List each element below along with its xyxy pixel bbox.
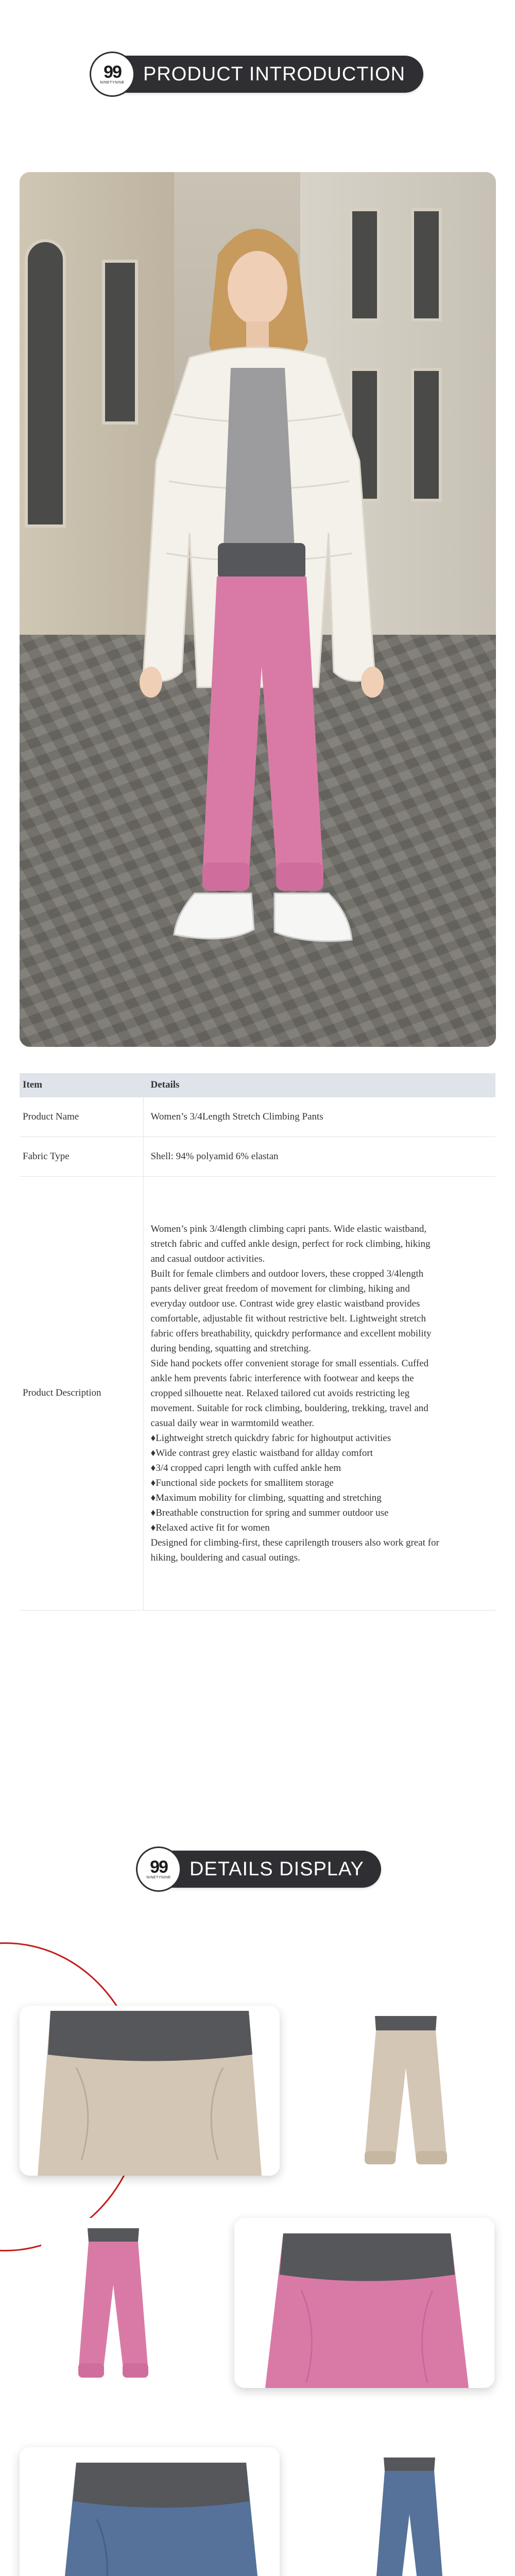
- brand-logo: 99 NINETYNINE: [136, 1846, 181, 1892]
- hero-model-photo: [20, 172, 496, 1047]
- section-title: DETAILS DISPLAY: [190, 1858, 364, 1880]
- section-title: PRODUCT INTRODUCTION: [143, 63, 406, 85]
- detail-beige-pants-full: [318, 2006, 493, 2176]
- product-description: Women’s pink 3/4length climbing capri pants. Wide elastic waistband, stretch fabric and cuffed ankle design, perfect for rock climbing, hiking and casual outdoor activities. Built for female climbers and outdoor lovers, these cropped 3/4length pants deliver great freedom of movement for climbing, hiking and everyday outdoor use. Contrast wide grey elastic waistband provides comfortable, adjustable fit without restrictive belt. Lightweight stretch fabric offers breathability, quickdry performance and excellent mobility during bending, squatting and stretching. Side hand pockets offer convenient storage for small essentials. Cuffed ankle hem prevents fabric interference with footwear and keeps the cropped silhouette neat. Relaxed tailored cut avoids restricting leg movement. Suitable for rock climbing, bouldering, trekking, travel and casual daily wear in warmtomild weather. ♦Lightweight stretch quickdry fabric for highoutput activities ♦Wide contrast grey elastic waistband for allday comfort ♦3/4 cropped capri length with cuffed ankle hem ♦Functional side pockets for smallitem storage ♦Maximum mobility for climbing, squatting and stretching ♦Breathable construction for spring and summer outdoor use ♦Relaxed active fit for women Designed for climbing-first, these caprilength trousers also work great for hiking, bouldering and casual outings.: [143, 1176, 495, 1610]
- model-figure: [20, 172, 496, 1047]
- product-spec-table: [20, 1073, 495, 1611]
- detail-blue-waistband-closeup: [20, 2447, 280, 2576]
- table-row: Product Description Women’s pink 3/4length climbing capri pants. Wide elastic waistband, stretch fabric and cuffed ankle design, perfect for rock climbing, hiking and casual outdoor activities. Built for female climbers and outdoor lovers, these cropped 3/4length pants deliver great freedom of movement for climbing, hiking and everyday outdoor use. Contrast wide grey elastic waistband provides comfortable, adjustable fit without restrictive belt. Lightweight stretch fabric offers breathability, quickdry performance and excellent mobility during bending, squatting and stretching. Side hand pockets offer convenient storage for small essentials. Cuffed ankle hem prevents fabric interference with footwear and keeps the cropped silhouette neat. Relaxed tailored cut avoids restricting leg movement. Suitable for rock climbing, bouldering, trekking, travel and casual daily wear in warmtomild weather. ♦Lightweight stretch quickdry fabric for highoutput activities ♦Wide contrast grey elastic waistband for allday comfort ♦3/4 cropped capri length with cuffed ankle hem ♦Functional side pockets for smallitem storage ♦Maximum mobility for climbing, squatting and stretching ♦Breathable construction for spring and summer outdoor use ♦Relaxed active fit for women Designed for climbing-first, these caprilength trousers also work great for hiking, bouldering and casual outings.: [20, 1176, 495, 1610]
- table-header-row: Item Details: [20, 1073, 495, 1097]
- table-row: Product Name Women’s 3/4Length Stretch Climbing Pants: [20, 1097, 495, 1137]
- details-display-header: [144, 1851, 381, 1888]
- brand-logo: 99 NINETYNINE: [90, 52, 135, 97]
- detail-pink-waistband-closeup: [234, 2218, 494, 2388]
- product-introduction-header: [98, 56, 423, 93]
- detail-blue-pants-full: [335, 2447, 484, 2576]
- detail-pink-pants-full: [41, 2218, 185, 2393]
- table-row: Fabric Type Shell: 94% polyamid 6% elastan: [20, 1137, 495, 1176]
- detail-beige-waistband-closeup: [20, 2006, 280, 2176]
